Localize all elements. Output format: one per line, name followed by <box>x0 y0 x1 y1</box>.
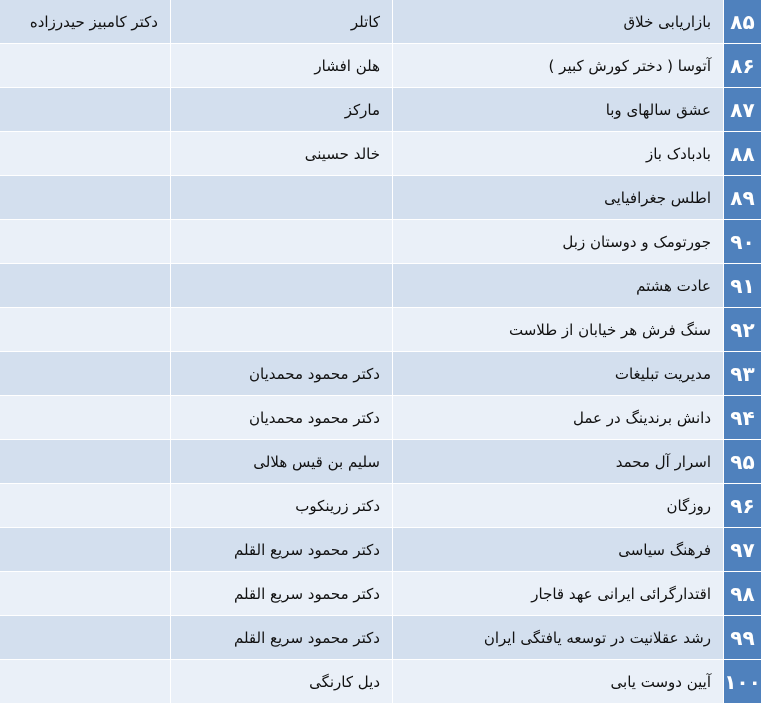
book-translator <box>0 220 171 264</box>
book-author: دکتر محمود محمدیان <box>171 352 393 396</box>
row-number: ۱۰۰ <box>724 660 761 704</box>
book-author: مارکز <box>171 88 393 132</box>
table-row <box>0 440 761 484</box>
book-title: اطلس جغرافیایی <box>393 176 724 220</box>
book-author: سلیم بن قیس هلالی <box>171 440 393 484</box>
book-author <box>171 176 393 220</box>
book-translator <box>0 396 171 440</box>
row-number: ۹۶ <box>724 484 761 528</box>
book-author: دکتر زرینکوب <box>171 484 393 528</box>
table-row <box>0 572 761 616</box>
book-title: فرهنگ سیاسی <box>393 528 724 572</box>
row-number: ۹۴ <box>724 396 761 440</box>
table-row <box>0 0 761 44</box>
book-title: اقتدارگرائی ایرانی عهد قاجار <box>393 572 724 616</box>
table-row <box>0 616 761 660</box>
book-translator: دکتر کامبیز حیدرزاده <box>0 0 171 44</box>
book-author <box>171 220 393 264</box>
book-translator <box>0 440 171 484</box>
book-author: دکتر محمود سریع القلم <box>171 616 393 660</box>
row-number: ۸۸ <box>724 132 761 176</box>
book-title: بادبادک باز <box>393 132 724 176</box>
book-author: دکتر محمود محمدیان <box>171 396 393 440</box>
row-number: ۸۷ <box>724 88 761 132</box>
book-author: دکتر محمود سریع القلم <box>171 572 393 616</box>
table-row <box>0 396 761 440</box>
table-row <box>0 44 761 88</box>
book-author: هلن افشار <box>171 44 393 88</box>
row-number: ۹۷ <box>724 528 761 572</box>
table-row <box>0 176 761 220</box>
book-author: دیل کارنگی <box>171 660 393 704</box>
row-number: ۹۲ <box>724 308 761 352</box>
row-number: ۸۶ <box>724 44 761 88</box>
book-title: عشق سالهای وبا <box>393 88 724 132</box>
table-row <box>0 132 761 176</box>
table-row <box>0 660 761 704</box>
row-number: ۸۹ <box>724 176 761 220</box>
row-number: ۹۰ <box>724 220 761 264</box>
book-title: جورتومک و دوستان زبل <box>393 220 724 264</box>
book-author: خالد حسینی <box>171 132 393 176</box>
book-translator <box>0 132 171 176</box>
book-title: آیین دوست یابی <box>393 660 724 704</box>
book-title: رشد عقلانیت در توسعه یافتگی ایران <box>393 616 724 660</box>
table-row <box>0 528 761 572</box>
table-row <box>0 88 761 132</box>
row-number: ۸۵ <box>724 0 761 44</box>
book-title: آتوسا ( دختر کورش کبیر ) <box>393 44 724 88</box>
book-translator <box>0 484 171 528</box>
table-row <box>0 220 761 264</box>
book-title: مدیریت تبلیغات <box>393 352 724 396</box>
book-author <box>171 264 393 308</box>
table-row <box>0 352 761 396</box>
book-translator <box>0 264 171 308</box>
book-title: روزگان <box>393 484 724 528</box>
book-title: دانش برندینگ در عمل <box>393 396 724 440</box>
row-number: ۹۸ <box>724 572 761 616</box>
book-translator <box>0 88 171 132</box>
book-title: بازاریابی خلاق <box>393 0 724 44</box>
book-title: سنگ فرش هر خیابان از طلاست <box>393 308 724 352</box>
book-title: اسرار آل محمد <box>393 440 724 484</box>
book-title: عادت هشتم <box>393 264 724 308</box>
book-translator <box>0 660 171 704</box>
book-author <box>171 308 393 352</box>
table-row <box>0 308 761 352</box>
book-translator <box>0 616 171 660</box>
row-number: ۹۳ <box>724 352 761 396</box>
book-author: کاتلر <box>171 0 393 44</box>
table-row <box>0 484 761 528</box>
table-row <box>0 264 761 308</box>
book-author: دکتر محمود سریع القلم <box>171 528 393 572</box>
book-translator <box>0 572 171 616</box>
row-number: ۹۹ <box>724 616 761 660</box>
book-translator <box>0 44 171 88</box>
book-translator <box>0 176 171 220</box>
row-number: ۹۵ <box>724 440 761 484</box>
book-translator <box>0 308 171 352</box>
book-translator <box>0 528 171 572</box>
row-number: ۹۱ <box>724 264 761 308</box>
book-translator <box>0 352 171 396</box>
